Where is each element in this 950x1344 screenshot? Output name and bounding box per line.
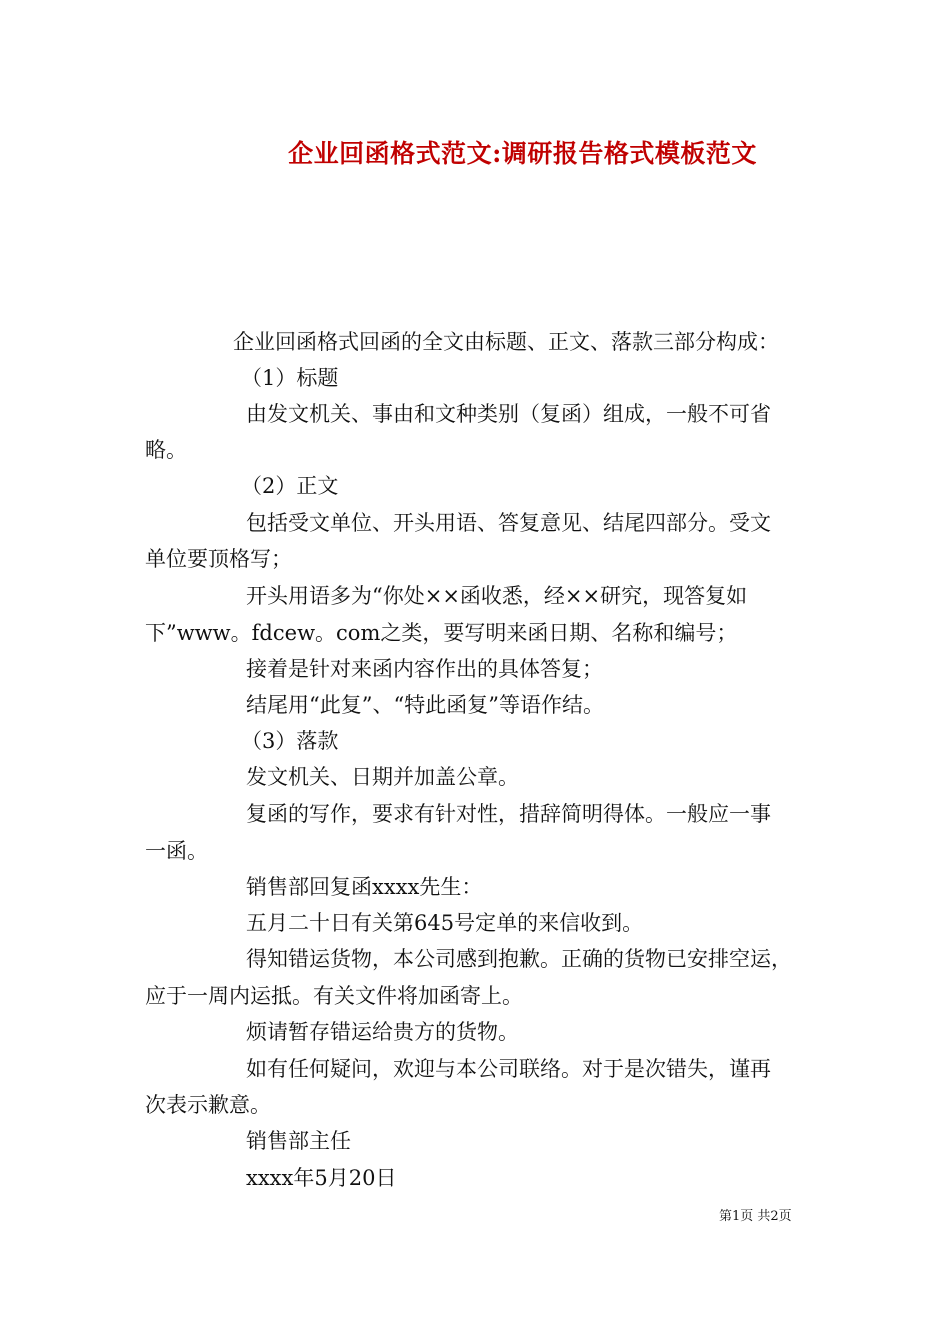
paragraph-line: 下”www。fdcew。com之类，要写明来函日期、名称和编号； (145, 621, 738, 645)
date-line: xxxx年5月20日 (246, 1166, 397, 1190)
paragraph-line: 发文机关、日期并加盖公章。 (246, 765, 519, 789)
paragraph-line: 销售部回复函xxxx先生： (246, 875, 483, 899)
paragraph-line: 一函。 (145, 839, 208, 863)
paragraph-line: 结尾用“此复”、“特此函复”等语作结。 (246, 693, 604, 717)
paragraph-line: 得知错运货物，本公司感到抱歉。正确的货物已安排空运， (246, 947, 792, 971)
paragraph-line: 次表示歉意。 (145, 1093, 271, 1117)
section-heading: （1）标题 (241, 366, 339, 390)
section-heading: （2）正文 (241, 474, 339, 498)
section-heading: （3）落款 (241, 729, 339, 753)
paragraph-line: 接着是针对来函内容作出的具体答复； (246, 657, 603, 681)
page-number: 第1页 共2页 (719, 1209, 792, 1224)
paragraph-line: 五月二十日有关第645号定单的来信收到。 (246, 911, 644, 935)
paragraph-line: 略。 (145, 438, 187, 462)
paragraph-line: 由发文机关、事由和文种类别（复函）组成，一般不可省 (246, 402, 771, 426)
paragraph-line: 企业回函格式回函的全文由标题、正文、落款三部分构成： (233, 330, 779, 354)
paragraph-line: 开头用语多为“你处××函收悉，经××研究，现答复如 (246, 584, 748, 608)
document-title: 企业回函格式范文:调研报告格式模板范文 (288, 139, 757, 168)
paragraph-line: 应于一周内运抵。有关文件将加函寄上。 (145, 984, 523, 1008)
paragraph-line: 烦请暂存错运给贵方的货物。 (246, 1020, 519, 1044)
paragraph-line: 复函的写作，要求有针对性，措辞简明得体。一般应一事 (246, 802, 771, 826)
paragraph-line: 如有任何疑问，欢迎与本公司联络。对于是次错失，谨再 (246, 1057, 771, 1081)
paragraph-line: 单位要顶格写； (145, 547, 292, 571)
signature-line: 销售部主任 (246, 1129, 351, 1153)
paragraph-line: 包括受文单位、开头用语、答复意见、结尾四部分。受文 (246, 511, 771, 535)
